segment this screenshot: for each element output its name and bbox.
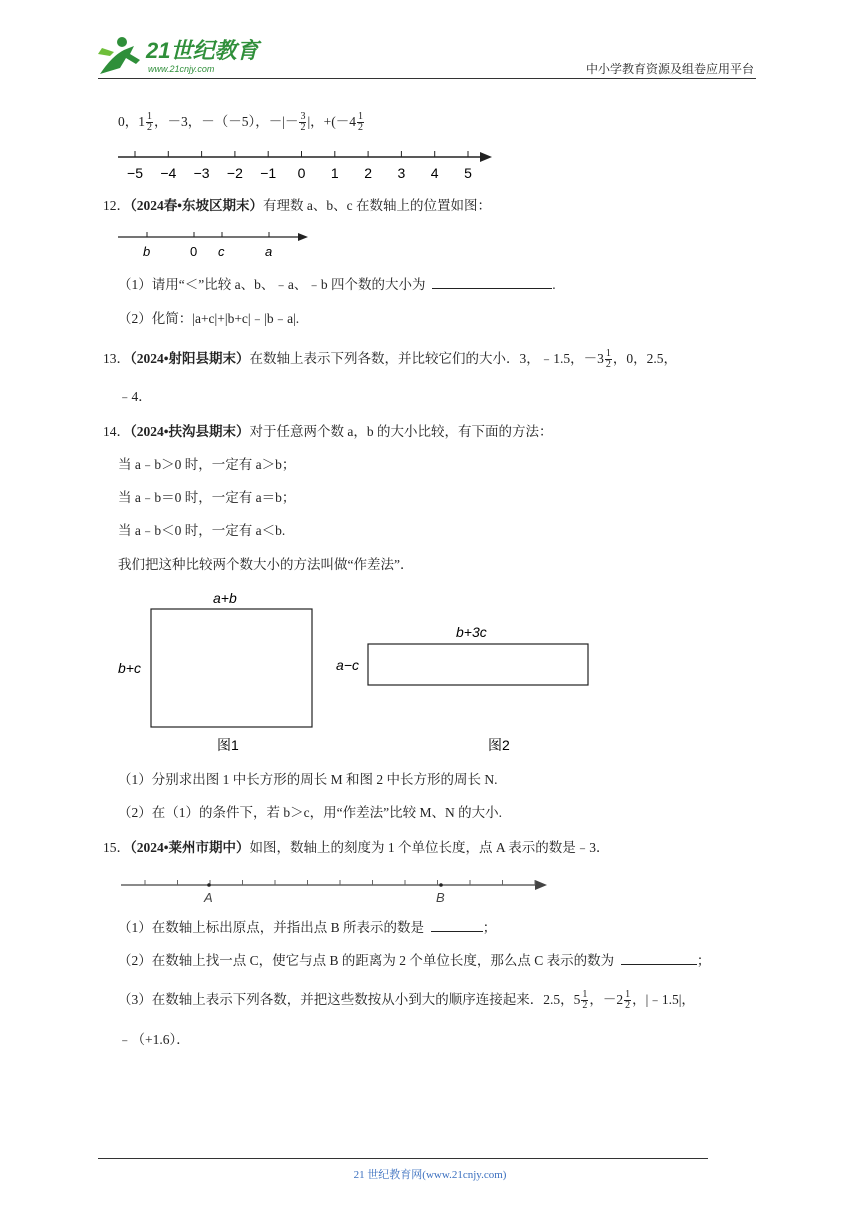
logo xyxy=(92,34,262,78)
q11-tick-label: −1 xyxy=(260,165,277,181)
q14-rule2: 当 a﹣b＝0 时，一定有 a＝b； xyxy=(118,490,296,505)
q14-figures xyxy=(110,585,610,760)
q12-label-b: b xyxy=(143,244,151,259)
footer-rule xyxy=(98,1158,708,1159)
q12-number-line xyxy=(112,227,312,263)
footer-text: 21 世纪教育网(www.21cnjy.com) xyxy=(353,1169,507,1181)
fig1-left-label: b+c xyxy=(118,660,141,676)
header xyxy=(0,0,860,80)
q11-tick-label: 0 xyxy=(297,165,306,181)
q15-number-line xyxy=(115,873,555,907)
fig1-rectangle xyxy=(151,609,312,727)
header-right-text: 中小学教育资源及组卷应用平台 xyxy=(585,62,754,76)
q12-label-a: a xyxy=(265,244,273,259)
q15-point-a: A xyxy=(204,890,213,905)
q11-tick-label: 4 xyxy=(430,165,439,181)
q14-note: 我们把这种比较两个数大小的方法叫做“作差法”． xyxy=(118,557,414,572)
q13-stem: 13．（2024•射阳县期末）在数轴上表示下列各数，并比较它们的大小．3，﹣1.5，－3 $\frac{1}{2}$ ，0，2.5， xyxy=(103,348,677,371)
q11-tick-label: 1 xyxy=(330,165,339,181)
q12-answer-blank[interactable] xyxy=(432,274,552,289)
q13-line2: ﹣4． xyxy=(118,389,152,404)
fig2-top-label: b+3c xyxy=(456,624,487,640)
q14-part1: （1）分别求出图 1 中长方形的周长 M 和图 2 中长方形的周长 N. xyxy=(118,772,498,787)
q15-part1: （1）在数轴上标出原点，并指出点 B 所表示的数是 ； xyxy=(118,917,496,938)
q11-tick-label: 5 xyxy=(464,165,472,181)
q12-label-0: 0 xyxy=(190,244,198,259)
q12-label-c: c xyxy=(218,244,225,259)
q14-part2: （2）在（1）的条件下，若 b＞c，用“作差法”比较 M、N 的大小. xyxy=(118,805,502,820)
q14-rule1: 当 a﹣b＞0 时，一定有 a＞b； xyxy=(118,457,296,472)
q11-tick-label: −4 xyxy=(160,165,177,181)
q14-stem: 14．（2024•扶沟县期末）对于任意两个数 a，b 的大小比较，有下面的方法： xyxy=(103,424,553,439)
q11-tick-label: −5 xyxy=(127,165,143,181)
header-rule xyxy=(98,78,756,79)
logo-text: 21世纪教育 xyxy=(146,38,259,63)
q15-point-b: B xyxy=(436,890,445,905)
q15-blank-1[interactable] xyxy=(431,917,483,932)
fig2-rectangle xyxy=(368,644,588,685)
fig1-caption: 图1 xyxy=(217,737,239,753)
q11-tick-label: −3 xyxy=(193,165,210,181)
q12-part1: （1）请用“＜”比较 a、b、﹣a、﹣b 四个数的大小为 . xyxy=(118,274,556,295)
q11-tick-label: 3 xyxy=(397,165,406,181)
logo-url: www.21cnjy.com xyxy=(148,64,215,74)
fig1-top-label: a+b xyxy=(213,590,237,606)
q11-number-line xyxy=(110,145,510,187)
q12-part2: （2）化简：|a+c|+|b+c|﹣|b﹣a|. xyxy=(118,311,300,326)
q15-part3-line2: ﹣（+1.6）． xyxy=(118,1032,190,1047)
q15-blank-2[interactable] xyxy=(621,950,697,965)
q11-numbers: 0，1 $\frac{1}{2}$ ，－3，－（－5），－|－ $\frac{3}{2}$ |，+(－4 $\frac{1}{2}$ xyxy=(118,111,364,134)
q12-stem: 12．（2024春•东坡区期末）有理数 a、b、c 在数轴上的位置如图： xyxy=(103,198,491,213)
q15-part3: （3）在数轴上表示下列各数，并把这些数按从小到大的顺序连接起来．2.5，5 $\frac{1}{2}$ ，－2 $\frac{1}{2}$ ，|﹣1.5|， xyxy=(118,989,695,1012)
fig2-caption: 图2 xyxy=(488,737,510,753)
q15-part2: （2）在数轴上找一点 C，使它与点 B 的距离为 2 个单位长度，那么点 C 表示的数为 ； xyxy=(118,950,710,971)
q14-rule3: 当 a﹣b＜0 时，一定有 a＜b. xyxy=(118,523,286,538)
q11-tick-label: 2 xyxy=(364,165,372,181)
fig2-left-label: a−c xyxy=(336,657,359,673)
q11-tick-label: −2 xyxy=(226,165,243,181)
q15-stem: 15．（2024•莱州市期中）如图，数轴上的刻度为 1 个单位长度，点 A 表示的数是﹣3． xyxy=(103,840,610,855)
